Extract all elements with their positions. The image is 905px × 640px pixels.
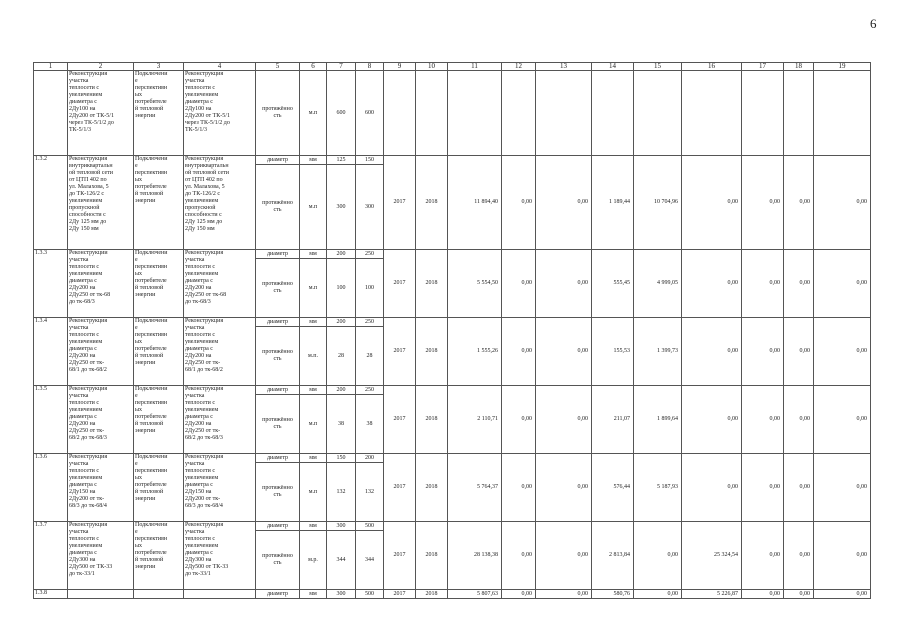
empty-cell: [502, 71, 536, 156]
length-unit: м.п: [300, 259, 327, 318]
header-cell: 18: [784, 63, 814, 71]
table-row: [34, 318, 871, 327]
length-unit: м.п: [300, 463, 327, 522]
value-c15: 4 999,05: [634, 250, 682, 318]
value-c13: 0,00: [536, 250, 592, 318]
empty-cell: [682, 71, 742, 156]
diameter-before: 150: [327, 454, 356, 463]
value-c13: 0,00: [536, 590, 592, 599]
diameter-after: 250: [356, 386, 384, 395]
table-body: [34, 63, 871, 599]
value-c19: 0,00: [814, 454, 871, 522]
length-before: 28: [327, 327, 356, 386]
project-purpose: Подключени е перспективн ых потребителе й тепловой энергии: [134, 386, 184, 454]
value-c12: 0,00: [502, 522, 536, 590]
empty-cell: [134, 590, 184, 599]
parameter-unit: м.п: [300, 71, 327, 156]
diameter-label: диаметр: [256, 454, 300, 463]
row-number: 1.3.4: [34, 318, 68, 386]
value-c14: 155,53: [592, 318, 634, 386]
project-description-detail: Реконструкция участка теплосети с увеличением диаметра с 2Ду200 на 2Ду250 от тк- 68/1 до тк-68/2: [184, 318, 256, 386]
value-c13: 0,00: [536, 318, 592, 386]
table-row: [34, 71, 871, 156]
row-number: 1.3.8: [34, 590, 68, 599]
diameter-after: 250: [356, 250, 384, 259]
empty-cell: [184, 590, 256, 599]
value-c18: 0,00: [784, 590, 814, 599]
row-number: 1.3.3: [34, 250, 68, 318]
value-c17: 0,00: [742, 156, 784, 250]
value-y1: 2017: [384, 156, 416, 250]
length-label: протяжённо сть: [256, 259, 300, 318]
length-before: 100: [327, 259, 356, 318]
project-description: Реконструкции участка теплосети с увеличением диаметра с 2Ду200 на 2Ду250 от тк-68 до тк-68/3: [68, 250, 134, 318]
value-before: 600: [327, 71, 356, 156]
diameter-after: 250: [356, 318, 384, 327]
length-label: протяжённо сть: [256, 463, 300, 522]
header-cell: 19: [814, 63, 871, 71]
project-description: Реконструкция участка теплосети с увеличением диаметра с 2Ду100 на 2Ду200 от ТК-5/1 через ТК-5/1/2 до ТК-5/1/3: [68, 71, 134, 156]
value-c15: 5 187,93: [634, 454, 682, 522]
value-total: 5 807,63: [448, 590, 502, 599]
diameter-before: 200: [327, 318, 356, 327]
project-description: Реконструкция участка теплосети с увеличением диаметра с 2Ду150 на 2Ду200 от тк- 68/3 до тк-68/4: [68, 454, 134, 522]
value-c14: 2 813,84: [592, 522, 634, 590]
diameter-label: диаметр: [256, 522, 300, 531]
project-purpose: Подключени е перспективн ых потребителе й тепловой энергии: [134, 250, 184, 318]
value-c13: 0,00: [536, 522, 592, 590]
diameter-before: 300: [327, 590, 356, 599]
value-c17: 0,00: [742, 250, 784, 318]
value-c19: 0,00: [814, 386, 871, 454]
length-label: протяжённо сть: [256, 327, 300, 386]
value-y2: 2018: [416, 156, 448, 250]
length-after: 344: [356, 531, 384, 590]
value-c12: 0,00: [502, 156, 536, 250]
value-c19: 0,00: [814, 318, 871, 386]
header-cell: 9: [384, 63, 416, 71]
empty-cell: [68, 590, 134, 599]
value-y1: 2017: [384, 590, 416, 599]
value-c12: 0,00: [502, 590, 536, 599]
value-c16: 0,00: [682, 386, 742, 454]
length-before: 344: [327, 531, 356, 590]
diameter-after: 200: [356, 454, 384, 463]
value-c18: 0,00: [784, 454, 814, 522]
length-unit: м.р.: [300, 531, 327, 590]
value-c12: 0,00: [502, 454, 536, 522]
length-label: протяжённо сть: [256, 395, 300, 454]
header-cell: 6: [300, 63, 327, 71]
value-c19: 0,00: [814, 156, 871, 250]
header-cell: 1: [34, 63, 68, 71]
value-c16: 25 324,54: [682, 522, 742, 590]
header-cell: 14: [592, 63, 634, 71]
diameter-unit: мм: [300, 386, 327, 395]
header-cell: 8: [356, 63, 384, 71]
length-after: 38: [356, 395, 384, 454]
value-c12: 0,00: [502, 386, 536, 454]
length-unit: м.п: [300, 165, 327, 250]
value-c17: 0,00: [742, 590, 784, 599]
header-cell: 10: [416, 63, 448, 71]
page-number: 6: [870, 16, 877, 31]
value-c18: 0,00: [784, 318, 814, 386]
diameter-label: диаметр: [256, 590, 300, 599]
diameter-unit: мм: [300, 318, 327, 327]
value-c15: 10 704,96: [634, 156, 682, 250]
value-y1: 2017: [384, 522, 416, 590]
investment-table: [33, 62, 871, 599]
value-c18: 0,00: [784, 156, 814, 250]
table-row: [34, 454, 871, 463]
project-purpose: Подключени е перспективн ых потребителе й тепловой энергии: [134, 156, 184, 250]
value-y2: 2018: [416, 250, 448, 318]
length-before: 300: [327, 165, 356, 250]
value-c12: 0,00: [502, 250, 536, 318]
diameter-before: 300: [327, 522, 356, 531]
value-c16: 0,00: [682, 454, 742, 522]
diameter-label: диаметр: [256, 156, 300, 165]
project-description-detail: Реконструкция участка теплосети с увеличением диаметра с 2Ду200 на 2Ду250 от тк-68 до тк-68/3: [184, 250, 256, 318]
length-after: 300: [356, 165, 384, 250]
table-row: [34, 250, 871, 259]
value-y2: 2018: [416, 386, 448, 454]
empty-cell: [384, 71, 416, 156]
diameter-after: 150: [356, 156, 384, 165]
project-description: Реконструкция участка теплосети с увеличением диаметра с 2Ду300 на 2Ду500 от ТК-33 до тк-33/1: [68, 522, 134, 590]
header-cell: 15: [634, 63, 682, 71]
length-before: 38: [327, 395, 356, 454]
value-c19: 0,00: [814, 250, 871, 318]
length-after: 132: [356, 463, 384, 522]
empty-cell: [742, 71, 784, 156]
value-c18: 0,00: [784, 250, 814, 318]
project-purpose: Подключени е перспективн ых потребителе й тепловой энергии: [134, 454, 184, 522]
header-cell: 11: [448, 63, 502, 71]
length-label: протяжённо сть: [256, 531, 300, 590]
header-cell: 7: [327, 63, 356, 71]
length-after: 28: [356, 327, 384, 386]
header-cell: 5: [256, 63, 300, 71]
value-c15: 0,00: [634, 590, 682, 599]
diameter-before: 200: [327, 386, 356, 395]
value-c17: 0,00: [742, 454, 784, 522]
diameter-unit: мм: [300, 522, 327, 531]
parameter-label: протяжённо сть: [256, 71, 300, 156]
value-c19: 0,00: [814, 522, 871, 590]
value-c13: 0,00: [536, 156, 592, 250]
project-description-detail: Реконструкция участка теплосети с увеличением диаметра с 2Ду100 на 2Ду200 от ТК-5/1 через ТК-5/1/2 до ТК-5/1/3: [184, 71, 256, 156]
value-c13: 0,00: [536, 386, 592, 454]
value-y2: 2018: [416, 454, 448, 522]
value-c12: 0,00: [502, 318, 536, 386]
diameter-before: 200: [327, 250, 356, 259]
header-cell: 3: [134, 63, 184, 71]
value-c14: 555,45: [592, 250, 634, 318]
diameter-unit: мм: [300, 250, 327, 259]
project-purpose: Подключени е перспективн ых потребителе й тепловой энергии: [134, 318, 184, 386]
table-row: [34, 522, 871, 531]
project-description: Реконструкция участка теплосети с увеличением диаметра с 2Ду200 на 2Ду250 от тк- 68/2 до тк-68/3: [68, 386, 134, 454]
diameter-before: 125: [327, 156, 356, 165]
empty-cell: [448, 71, 502, 156]
table-row: [34, 156, 871, 165]
value-c18: 0,00: [784, 386, 814, 454]
empty-cell: [416, 71, 448, 156]
header-row: [34, 63, 871, 71]
empty-cell: [784, 71, 814, 156]
project-description-detail: Реконструкция участка теплосети с увеличением диаметра с 2Ду300 на 2Ду500 от ТК-33 до тк-33/1: [184, 522, 256, 590]
project-description: Реконструкция внутриквартальн ой тепловой сети от ЦТП 402 по ул. Малахова, 5 до ТК-126/2 с увеличением пропускной способности с 2Ду 125 мм до 2Ду 150 мм: [68, 156, 134, 250]
empty-cell: [634, 71, 682, 156]
length-unit: м.п.: [300, 327, 327, 386]
diameter-unit: мм: [300, 156, 327, 165]
value-y2: 2018: [416, 522, 448, 590]
project-purpose: Подключени е перспективн ых потребителе й тепловой энергии: [134, 71, 184, 156]
empty-cell: [814, 71, 871, 156]
row-number: [34, 71, 68, 156]
project-description-detail: Реконструкция внутриквартальн ой тепловой сети от ЦТП 402 по ул. Малахова, 5 до ТК-126/2 с увеличением пропускной способности с 2Ду 125 мм до 2Ду 150 мм: [184, 156, 256, 250]
value-total: 11 894,40: [448, 156, 502, 250]
header-cell: 12: [502, 63, 536, 71]
value-y1: 2017: [384, 386, 416, 454]
value-total: 5 764,37: [448, 454, 502, 522]
header-cell: 2: [68, 63, 134, 71]
value-c16: 0,00: [682, 156, 742, 250]
value-c15: 1 899,64: [634, 386, 682, 454]
value-total: 2 110,71: [448, 386, 502, 454]
value-c13: 0,00: [536, 454, 592, 522]
value-total: 28 138,38: [448, 522, 502, 590]
length-label: протяжённо сть: [256, 165, 300, 250]
header-cell: 13: [536, 63, 592, 71]
value-total: 1 555,26: [448, 318, 502, 386]
value-c17: 0,00: [742, 386, 784, 454]
value-y2: 2018: [416, 318, 448, 386]
diameter-label: диаметр: [256, 318, 300, 327]
project-purpose: Подключени е перспективн ых потребителе й тепловой энергии: [134, 522, 184, 590]
value-c16: 0,00: [682, 250, 742, 318]
length-before: 132: [327, 463, 356, 522]
value-c15: 0,00: [634, 522, 682, 590]
length-unit: м.п: [300, 395, 327, 454]
row-number: 1.3.2: [34, 156, 68, 250]
value-c16: 5 226,87: [682, 590, 742, 599]
header-cell: 17: [742, 63, 784, 71]
value-c17: 0,00: [742, 318, 784, 386]
value-c17: 0,00: [742, 522, 784, 590]
table-row: [34, 590, 871, 599]
value-c14: 580,76: [592, 590, 634, 599]
row-number: 1.3.7: [34, 522, 68, 590]
diameter-after: 500: [356, 590, 384, 599]
value-y1: 2017: [384, 454, 416, 522]
table-row: [34, 386, 871, 395]
value-total: 5 554,50: [448, 250, 502, 318]
row-number: 1.3.6: [34, 454, 68, 522]
diameter-after: 500: [356, 522, 384, 531]
diameter-label: диаметр: [256, 386, 300, 395]
value-c16: 0,00: [682, 318, 742, 386]
value-c14: 1 189,44: [592, 156, 634, 250]
value-after: 600: [356, 71, 384, 156]
empty-cell: [536, 71, 592, 156]
value-c18: 0,00: [784, 522, 814, 590]
diameter-unit: мм: [300, 590, 327, 599]
project-description-detail: Реконструкция участка теплосети с увеличением диаметра с 2Ду200 на 2Ду250 от тк- 68/2 до тк-68/3: [184, 386, 256, 454]
value-y1: 2017: [384, 250, 416, 318]
header-cell: 4: [184, 63, 256, 71]
row-number: 1.3.5: [34, 386, 68, 454]
value-c14: 211,07: [592, 386, 634, 454]
header-cell: 16: [682, 63, 742, 71]
value-y2: 2018: [416, 590, 448, 599]
project-description-detail: Реконструкция участка теплосети с увеличением диаметра с 2Ду150 на 2Ду200 от тк- 68/3 до тк-68/4: [184, 454, 256, 522]
value-c15: 1 399,73: [634, 318, 682, 386]
value-c19: 0,00: [814, 590, 871, 599]
value-c14: 576,44: [592, 454, 634, 522]
length-after: 100: [356, 259, 384, 318]
empty-cell: [592, 71, 634, 156]
diameter-unit: мм: [300, 454, 327, 463]
project-description: Реконструкция участка теплосети с увеличением диаметра с 2Ду200 на 2Ду250 от тк- 68/1 до тк-68/2: [68, 318, 134, 386]
diameter-label: диаметр: [256, 250, 300, 259]
value-y1: 2017: [384, 318, 416, 386]
